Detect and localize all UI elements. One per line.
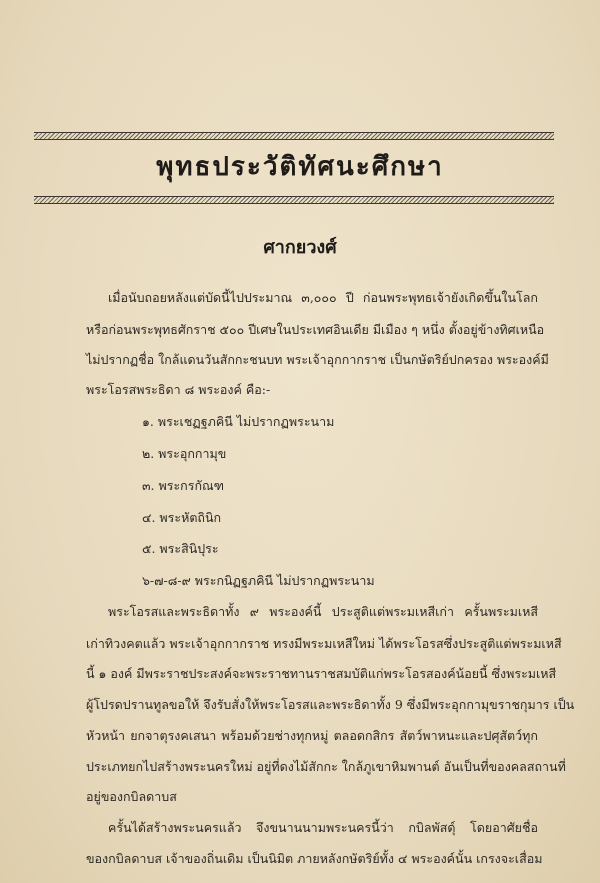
paragraph-line: ประเภทยกไปสร้างพระนครใหม่ อยู่ที่ดงไม้สักกะ ใกล้ภูเขาหิมพานต์ อันเป็นที่ของคลสถานที่ [86,759,566,774]
paragraph-line: ครั้นได้สร้างพระนครแล้ว จึงขนานนามพระนครนี้ว่า กบิลพัสดุ์ โดยอาศัยชื่อ [108,820,538,835]
page-title: พุทธประวัติทัศนะศึกษา [156,152,444,182]
paragraph-line: เก่าทิวงคตแล้ว พระเจ้าอุกกากราช ทรงมีพระมเหสีใหม่ ได้พระโอรสซึ่งประสูติแต่พระมเหสี [86,636,562,651]
paragraph-line: พระโอรสและพระธิดาทั้ง ๙ พระองค์นี้ ประสูติแต่พระมเหสีเก่า ครั้นพระมเหสี [108,604,538,619]
paragraph-line: เมื่อนับถอยหลังแต่บัดนี้ไปประมาณ ๓,๐๐๐ ปี ก่อนพระพุทธเจ้ายังเกิดขึ้นในโลก [108,290,538,305]
paragraph-line: พระโอรสพระธิดา ๘ พระองค์ คือ:- [86,382,271,397]
paragraph-line: นี้ ๑ องค์ มีพระราชประสงค์จะพระราชทานราชสมบัติแก่พระโอรสองค์น้อยนี้ ซึ่งพระมเหสี [86,666,557,681]
decorative-rule-top [34,132,554,140]
paragraph-line: อยู่ของกบิลดาบส [86,789,177,804]
paragraph-line: ผู้โปรดปรานทูลขอให้ จึงรับสั่งให้พระโอรสและพระธิดาทั้ง 9 ซึ่งมีพระอุกกามุขราชกุมาร เป็น [86,697,575,712]
paragraph-line: หัวหน้า ยกจาตุรงคเสนา พร้อมด้วยช่างทุกหมู่ ตลอดกสิกร สัตว์พาหนะและปศุสัตว์ทุก [86,728,538,743]
list-item: ๑. พระเชฏฐภคินี ไม่ปรากฏพระนาม [142,414,335,429]
paragraph-line: ของกบิลดาบส เจ้าของถิ่นเดิม เป็นนิมิต ภายหลังกษัตริย์ทั้ง ๔ พระองค์นั้น เกรงจะเสื่อม [86,851,543,866]
list-item: ๔. พระหัตถินิก [142,510,222,525]
list-item: ๕. พระสินิปุระ [142,541,219,556]
paragraph-line: หรือก่อนพระพุทธศักราช ๕๐๐ ปีเศษในประเทศอินเดีย มีเมือง ๆ หนึ่ง ตั้งอยู่ข้างทิศเหนือ [86,322,545,337]
section-heading: ศากยวงศ์ [263,237,337,258]
decorative-rule-bottom [34,196,554,204]
list-item: ๓. พระกรกัณฑ [142,478,224,493]
list-item: ๒. พระอุกกามุข [142,446,227,461]
list-item: ๖-๗-๘-๙ พระกนิฏฐภคินี ไม่ปรากฏพระนาม [142,573,375,588]
paragraph-line: ไม่ปรากฏชื่อ ใกล้แดนวันสักกะชนบท พระเจ้าอุกกากราช เป็นกษัตริย์ปกครอง พระองค์มี [86,352,549,367]
